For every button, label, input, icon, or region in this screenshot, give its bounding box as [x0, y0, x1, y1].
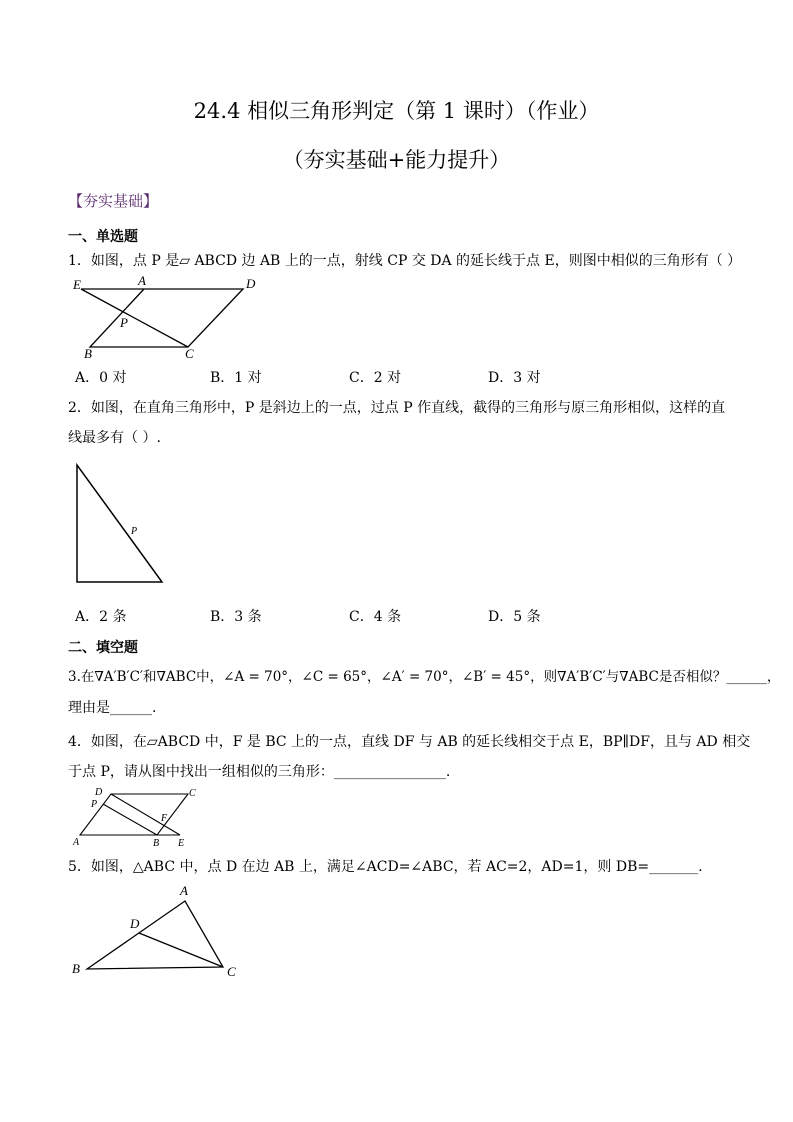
- page-title: 24.4 相似三角形判定（第 1 课时）（作业）: [193, 99, 600, 123]
- question-3-line2: 理由是______.: [68, 700, 157, 716]
- q2-option-a: A．2 条: [75, 609, 127, 625]
- q2-option-c: C．4 条: [349, 609, 402, 625]
- question-2-line2: 线最多有（ ）.: [68, 430, 161, 446]
- label-D: D: [246, 276, 256, 291]
- label-B: B: [72, 961, 80, 976]
- question-1-text: 1．如图，点 P 是▱ ABCD 边 AB 上的一点，射线 CP 交 DA 的延长线于点 E，则图中相似的三角形有（ ）: [68, 253, 742, 269]
- ray-cp-line: [81, 289, 188, 347]
- parallelogram-lines: [81, 289, 243, 347]
- label-P: P: [131, 526, 138, 537]
- q1-option-d: D．3 对: [488, 370, 541, 386]
- q1-option-b: B．1 对: [210, 370, 262, 386]
- line-cd: [139, 933, 223, 967]
- q1-option-a: A．0 对: [75, 370, 127, 386]
- part2-heading: 二、填空题: [68, 640, 138, 656]
- label-P: P: [120, 315, 128, 330]
- question-4-line2: 于点 P，请从图中找出一组相似的三角形：________________.: [68, 764, 451, 780]
- label-A: A: [73, 837, 80, 848]
- q1-option-c: C．2 对: [349, 370, 402, 386]
- label-B: B: [153, 838, 160, 849]
- question-2-figure: [70, 460, 170, 590]
- label-D: D: [95, 787, 103, 798]
- label-F: F: [161, 813, 168, 824]
- label-C: C: [189, 788, 196, 799]
- section-label: 【夯实基础】: [68, 192, 159, 210]
- label-E: E: [178, 838, 185, 849]
- right-triangle: [77, 465, 162, 582]
- part1-heading: 一、单选题: [68, 229, 138, 245]
- label-E: E: [73, 277, 81, 292]
- question-2-line1: 2．如图，在直角三角形中，P 是斜边上的一点，过点 P 作直线，截得的三角形与原三角形相似，这样的直: [68, 400, 726, 416]
- page-subtitle: （夯实基础+能力提升）: [282, 148, 511, 172]
- label-A: A: [180, 883, 188, 898]
- question-3-line1: 3.在∇A′B′C′和∇ABC中，∠A = 70°，∠C = 65°，∠A′ = 70°，∠B′ = 45°，则∇A′B′C′与∇ABC是否相似？______，: [68, 669, 781, 685]
- label-B: B: [84, 346, 92, 361]
- question-4-line1: 4．如图，在▱ABCD 中，F 是 BC 上的一点，直线 DF 与 AB 的延长线相交于点 E，BP∥DF，且与 AD 相交: [68, 734, 751, 750]
- label-P: P: [91, 799, 98, 810]
- label-C: C: [227, 964, 236, 979]
- label-A: A: [138, 273, 146, 288]
- q2-option-d: D．5 条: [488, 609, 541, 625]
- line-bp: [103, 804, 157, 835]
- q2-option-b: B．3 条: [210, 609, 262, 625]
- question-1-figure: [68, 272, 268, 362]
- question-5-text: 5．如图，△ABC 中，点 D 在边 AB 上，满足∠ACD=∠ABC，若 AC=2，AD=1，则 DB=_______.: [68, 859, 703, 875]
- label-C: C: [185, 346, 194, 361]
- question-4-figure: [68, 784, 208, 850]
- question-5-figure: [68, 880, 248, 985]
- label-D: D: [130, 916, 140, 931]
